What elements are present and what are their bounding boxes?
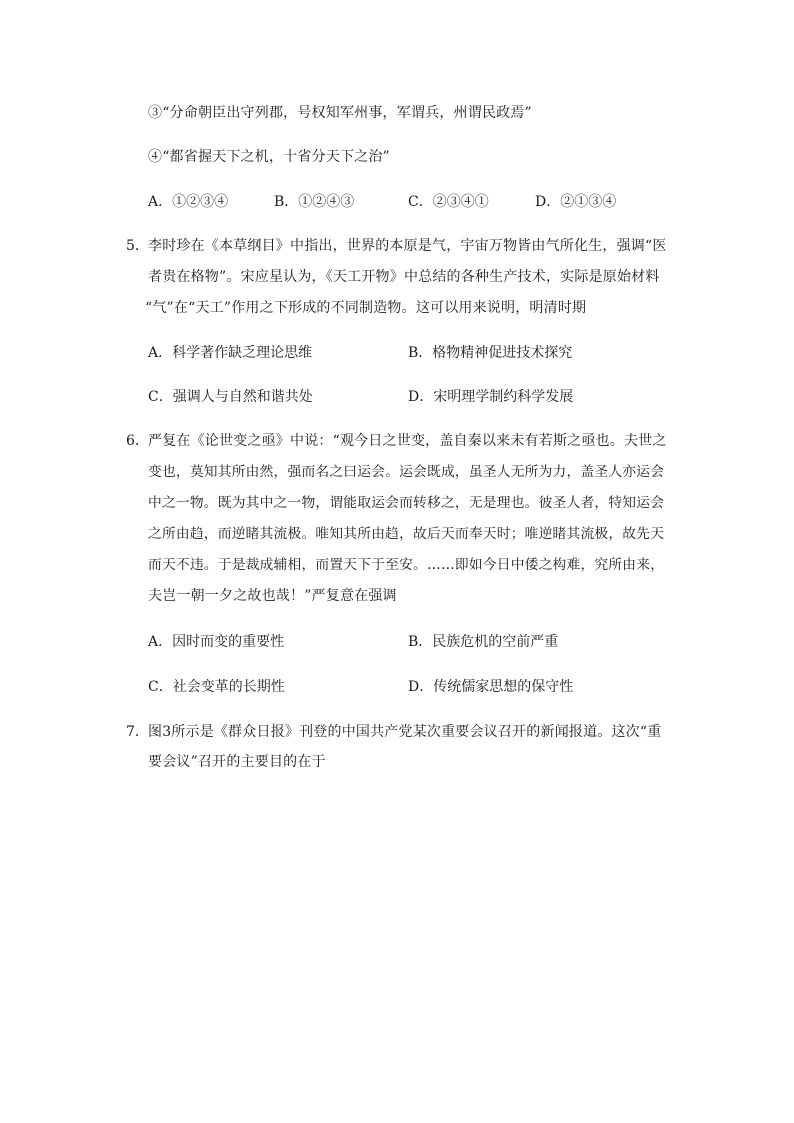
q5-line-2: 者贵在格物”。宋应星认为，《天工开物》中总结的各种生产技术，实际是原始材料 bbox=[148, 269, 660, 285]
q4-option-a: A．①②③④ bbox=[148, 194, 229, 210]
q5-option-c: C．强调人与自然和谐共处 bbox=[148, 389, 313, 405]
q4-item-3: ③“分命朝臣出守列郡，号权知军州事，军谓兵，州谓民政焉” bbox=[148, 105, 532, 121]
q4-option-d: D．②①③④ bbox=[535, 194, 617, 210]
q4-option-b: B．①②④③ bbox=[274, 194, 355, 210]
q6-option-d: D．传统儒家思想的保守性 bbox=[408, 679, 574, 695]
q6-line-1: 严复在《论世变之亟》中说：“观今日之世变，盖自秦以来未有若斯之亟也。夫世之 bbox=[148, 433, 667, 449]
q6-line-2: 变也，莫知其所由然，强而名之曰运会。运会既成，虽圣人无所为力，盖圣人亦运会 bbox=[148, 464, 665, 480]
q5-line-3: “气”在“天工”作用之下形成的不同制造物。这可以用来说明，明清时期 bbox=[145, 300, 587, 316]
q5-option-b: B．格物精神促进技术探究 bbox=[408, 345, 573, 361]
q6-option-b: B．民族危机的空前严重 bbox=[408, 634, 559, 650]
q6-line-6: 夫岂一朝一夕之故也哉！”严复意在强调 bbox=[148, 588, 397, 604]
q5-option-a: A．科学著作缺乏理论思维 bbox=[148, 345, 313, 361]
q6-number: 6． bbox=[126, 433, 149, 449]
q6-option-c: C．社会变革的长期性 bbox=[148, 679, 285, 695]
q5-line-1: 李时珍在《本草纲目》中指出，世界的本原是气，宇宙万物皆由气所化生，强调“医 bbox=[148, 238, 667, 254]
q6-line-5: 而天不违。于是裁成辅相，而置天下于至安。……即如今日中倭之构难，究所由来， bbox=[148, 557, 665, 573]
q7-line-2: 要会议”召开的主要目的在于 bbox=[148, 754, 326, 770]
q6-option-a: A．因时而变的重要性 bbox=[148, 634, 285, 650]
q7-line-1: 图3所示是《群众日报》刊登的中国共产党某次重要会议召开的新闻报道。这次“重 bbox=[148, 724, 662, 740]
q6-line-4: 之所由趋，而逆睹其流极。唯知其所由趋，故后天而奉天时；唯逆睹其流极，故先天 bbox=[148, 526, 665, 542]
q4-item-4: ④“都省握天下之机，十省分天下之治” bbox=[148, 149, 390, 165]
q5-option-d: D．宋明理学制约科学发展 bbox=[408, 389, 574, 405]
q7-number: 7． bbox=[126, 724, 149, 740]
q6-line-3: 中之一物。既为其中之一物，谓能取运会而转移之，无是理也。彼圣人者，特知运会 bbox=[148, 495, 665, 511]
q5-number: 5． bbox=[126, 238, 149, 254]
q4-option-c: C．②③④① bbox=[408, 194, 489, 210]
